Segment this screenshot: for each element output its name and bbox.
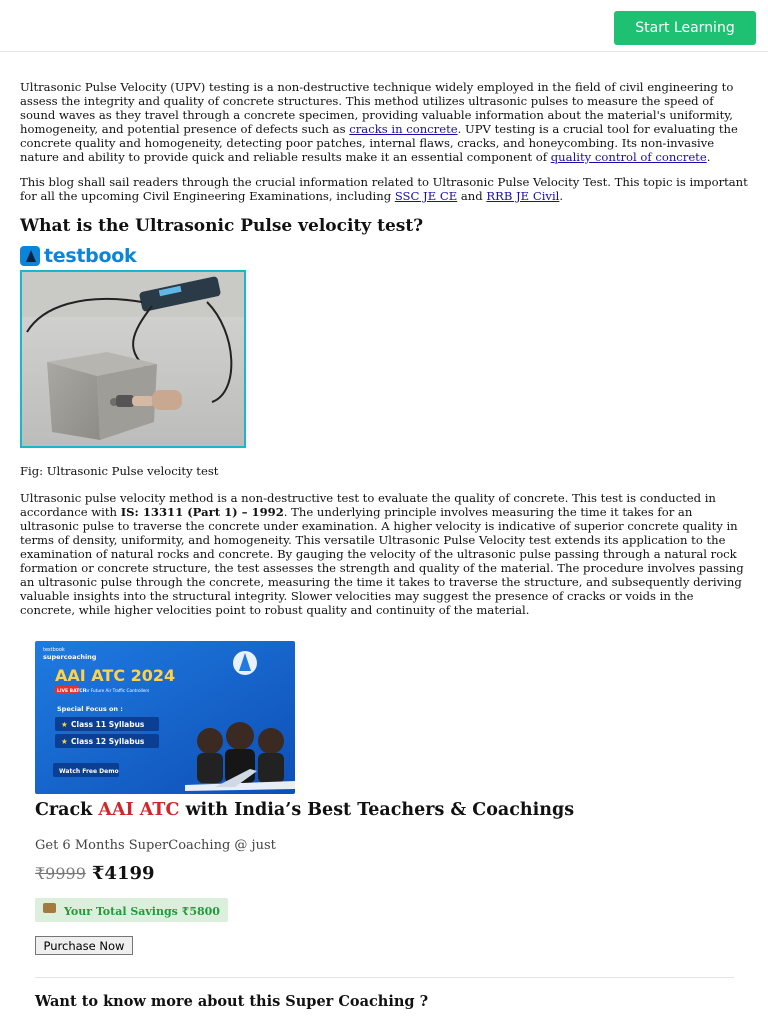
aai-atc-banner[interactable] — [35, 641, 295, 794]
offer-subtitle: Get 6 Months SuperCoaching @ just — [35, 838, 276, 853]
purchase-now-button[interactable]: Purchase Now — [35, 936, 133, 955]
blog-paragraph — [20, 175, 748, 203]
savings-badge — [35, 898, 228, 922]
method-text-1: Ultrasonic pulse velocity method is a non-destructive test to evaluate the quality of concrete. This test is conducted in accordance with — [20, 491, 716, 519]
blog-text-2: and — [457, 189, 487, 203]
new-price: ₹4199 — [91, 863, 155, 884]
supercoaching-promo — [35, 641, 735, 1010]
banner-demo: Watch Free Demo — [59, 768, 119, 775]
old-price: ₹9999 — [35, 864, 86, 883]
blog-text-3: . — [559, 189, 564, 203]
crack-prefix: Crack — [35, 800, 99, 820]
price-row — [35, 863, 735, 884]
svg-text:★: ★ — [61, 720, 68, 729]
top-bar — [0, 0, 768, 52]
ssc-je-ce-link[interactable]: SSC JE CE — [394, 189, 458, 203]
banner-brand-small: testbook — [43, 647, 65, 653]
intro-paragraph — [20, 80, 748, 164]
banner-live-sub: For Future Air Traffic Controllers — [83, 688, 150, 693]
divider — [35, 977, 734, 978]
quality-control-link[interactable]: quality control of concrete — [550, 150, 707, 164]
rrb-je-civil-link[interactable]: RRB JE Civil — [486, 189, 560, 203]
testbook-logo — [20, 244, 748, 268]
crack-accent: AAI ATC — [98, 800, 180, 820]
method-paragraph — [20, 491, 748, 617]
upv-test-image — [20, 270, 246, 448]
savings-text: Your Total Savings ₹5800 — [64, 904, 220, 918]
crack-heading — [35, 798, 735, 822]
banner-brand-super: supercoaching — [43, 653, 97, 661]
banner-focus: Special Focus on : — [57, 705, 123, 713]
intro-text-3: . — [706, 150, 711, 164]
figure-caption: Fig: Ultrasonic Pulse velocity test — [20, 464, 219, 478]
crack-suffix: with India’s Best Teachers & Coachings — [179, 800, 575, 820]
svg-text:★: ★ — [61, 737, 68, 746]
banner-live-batch: LIVE BATCH — [57, 689, 87, 694]
blog-text-1: This blog shall sail readers through the crucial information related to Ultrasonic Pulse Velocity Test. This topic is important for all the upcoming Civil Engineering Examinations, including — [20, 175, 748, 203]
is-code-reference: IS: 13311 (Part 1) – 1992 — [120, 505, 284, 519]
article-body — [20, 80, 748, 628]
more-heading: Want to know more about this Super Coaching ? — [35, 993, 429, 1010]
intro-text-1: Ultrasonic Pulse Velocity (UPV) testing is a non-destructive technique widely employed in the field of civil engineering to assess the integrity and quality of concrete structures. This method utilizes ultrasonic pulses to measure the speed of sound waves as they travel through a concrete specimen, providing valuable information about the material's uniformity, homogeneity, and potential presence of defects such as — [20, 80, 734, 136]
section-heading: What is the Ultrasonic Pulse velocity test? — [20, 216, 424, 236]
intro-text-2: . UPV testing is a crucial tool for evaluating the concrete quality and homogeneity, detecting poor patches, internal flaws, cracks, and honeycombing. Its non-invasive nature and ability to provide quick and reliable results make it an essential component of — [20, 122, 738, 164]
testbook-mark-icon — [20, 246, 40, 266]
testbook-wordmark: testbook — [44, 245, 137, 267]
cracks-in-concrete-link[interactable]: cracks in concrete — [349, 122, 458, 136]
banner-title: AAI ATC 2024 — [55, 666, 176, 685]
start-learning-button[interactable]: Start Learning — [614, 11, 756, 45]
wallet-icon — [43, 903, 56, 913]
method-text-2: . The underlying principle involves measuring the time it takes for an ultrasonic pulse to traverse the concrete under examination. A higher velocity is indicative of superior concrete quality in terms of density, uniformity, and homogeneity. This versatile Ultrasonic Pulse Velocity test extends its application to the examination of natural rocks and concrete. By gauging the velocity of the ultrasonic pulse passing through a natural rock formation or concrete structure, the test assesses the strength and quality of the material. The procedure involves passing an ultrasonic pulse through the concrete, measuring the time it takes to traverse the structure, and subsequently deriving valuable insights into the structural integrity. Slower velocities may suggest the presence of cracks or voids in the concrete, while higher velocities point to robust quality and continuity of the material. — [20, 505, 744, 617]
banner-item-2: Class 12 Syllabus — [71, 737, 145, 746]
banner-item-1: Class 11 Syllabus — [71, 720, 145, 729]
